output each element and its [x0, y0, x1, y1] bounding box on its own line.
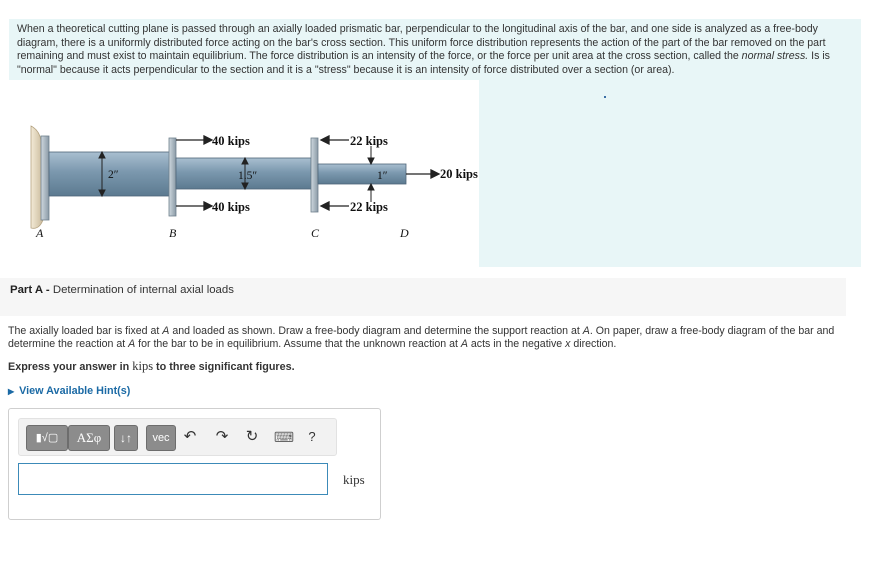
problem-text: acts in the negative [467, 338, 566, 351]
decorative-dot [604, 96, 606, 98]
templates-button[interactable]: ▮√▢ [26, 425, 68, 451]
express-text: Express your answer in [8, 361, 133, 373]
redo-icon[interactable]: ↷ [215, 428, 229, 445]
load-c-top-label: 22 kips [350, 134, 388, 148]
greek-symbols-button[interactable]: ΑΣφ [68, 425, 110, 451]
diameter-bc-label: 1.5″ [238, 170, 258, 182]
triangle-right-icon: ▶ [8, 387, 15, 396]
answer-input[interactable] [18, 463, 328, 495]
point-a-label: A [36, 226, 44, 240]
problem-text: and loaded as shown. Draw a free-body diagram and determine the support reaction at [169, 325, 583, 337]
plate-b [169, 138, 176, 216]
part-a-name: Determination of internal axial loads [49, 284, 234, 296]
intro-paragraph [17, 23, 857, 77]
hints-label: View Available Hint(s) [19, 385, 131, 397]
problem-text: direction. [570, 338, 617, 351]
problem-statement [8, 325, 858, 352]
load-b-top-label: 40 kips [212, 134, 250, 148]
point-d-label: D [400, 226, 409, 240]
point-c-label: C [311, 226, 320, 240]
help-icon[interactable]: ? [308, 429, 316, 444]
part-a-label: Part A - [10, 284, 50, 296]
express-unit: kips [132, 359, 154, 373]
intro-text-2: Is is "normal" because it acts perpendicular to the section and it is a "stress" because it is an intensity of force distributed over a section (or area). [17, 50, 830, 76]
answer-unit-label: kips [343, 472, 365, 487]
diameter-ab-label: 2″ [108, 169, 119, 181]
undo-icon[interactable]: ↶ [183, 428, 197, 445]
subscript-superscript-button[interactable]: ↓↑ [114, 425, 138, 451]
problem-var: x [565, 338, 571, 351]
problem-text: The axially loaded bar is fixed at [8, 325, 163, 337]
problem-text: . On paper, draw a free-body diagram of the bar and determine the reaction at [8, 325, 835, 351]
plate-c [311, 138, 318, 212]
problem-var: A [460, 338, 468, 351]
intro-emphasis: normal stress. [741, 50, 809, 63]
problem-var: A [582, 325, 590, 337]
load-b-bottom-label: 40 kips [212, 200, 250, 214]
part-a-header [0, 278, 846, 316]
view-hints-link[interactable] [8, 385, 130, 397]
problem-var: A [162, 325, 170, 337]
vector-button[interactable]: vec [146, 425, 176, 451]
math-toolbar [18, 418, 337, 456]
problem-text: for the bar to be in equilibrium. Assume that the unknown reaction at [135, 338, 461, 351]
reset-icon[interactable]: ↻ [245, 428, 259, 445]
load-d-label: 20 kips [440, 167, 478, 181]
answer-panel [8, 408, 381, 520]
problem-var: A [128, 338, 136, 351]
point-b-label: B [169, 226, 177, 240]
keyboard-icon[interactable]: ⌨ [273, 429, 295, 445]
intro-text-1: When a theoretical cutting plane is passed through an axially loaded prismatic bar, perpendicular to the longitudinal axis of the bar, and one side is analyzed as a free-body diagram, there is a uniformly distributed force acting on the bar's cross section. This uniform force distribution represents the action of the part of the bar removed on the part remaining and must exist to maintain equilibrium. The force distribution is an intensity of the force, or the force per unit area at the cross section, called the [17, 23, 826, 63]
flange-a [41, 136, 49, 220]
diameter-cd-label: 1″ [377, 170, 388, 182]
load-c-bottom-label: 22 kips [350, 200, 388, 214]
segment-cd [318, 164, 406, 184]
bar-figure [9, 80, 479, 267]
express-instruction [8, 359, 295, 374]
part-a-title [10, 284, 234, 296]
express-text: to three significant figures. [153, 361, 295, 373]
